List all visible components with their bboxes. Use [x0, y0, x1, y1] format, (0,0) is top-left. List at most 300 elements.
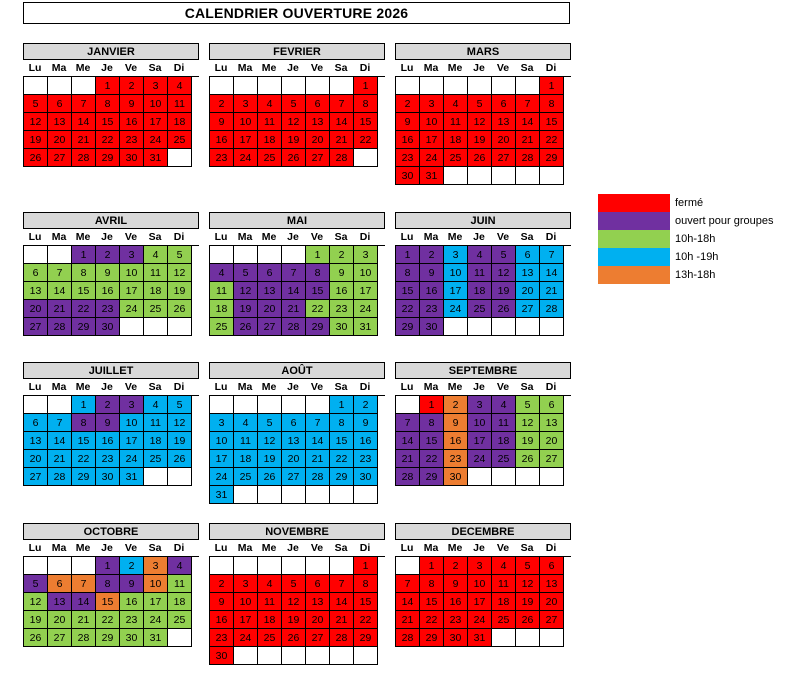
day-cell: 22 — [306, 300, 330, 318]
day-cell: 6 — [282, 414, 306, 432]
day-cell: 4 — [168, 77, 192, 95]
day-cell: 2 — [330, 246, 354, 264]
day-cell: 18 — [258, 611, 282, 629]
day-cell: 8 — [420, 414, 444, 432]
day-cell: 12 — [282, 113, 306, 131]
day-cell: 5 — [468, 95, 492, 113]
weekday-label: Je — [473, 381, 485, 393]
day-cell: 6 — [24, 264, 48, 282]
day-cell: 7 — [330, 575, 354, 593]
day-cell: 25 — [168, 611, 192, 629]
empty-cell — [72, 77, 96, 95]
weekday-label: Sa — [334, 542, 348, 554]
weekday-label: Ma — [423, 542, 439, 554]
day-cell: 31 — [468, 629, 492, 647]
day-cell: 17 — [468, 593, 492, 611]
day-cell: 3 — [210, 414, 234, 432]
weekday-header — [23, 60, 199, 76]
day-cell: 28 — [72, 629, 96, 647]
empty-cell — [234, 486, 258, 504]
day-cell: 20 — [258, 300, 282, 318]
legend-swatch-closed — [598, 194, 670, 212]
day-cell: 9 — [330, 264, 354, 282]
day-cell: 30 — [120, 149, 144, 167]
day-cell: 22 — [420, 611, 444, 629]
weekday-header — [209, 229, 385, 245]
empty-cell — [396, 396, 420, 414]
empty-cell — [120, 318, 144, 336]
day-cell: 21 — [330, 611, 354, 629]
day-cell: 30 — [330, 318, 354, 336]
day-cell: 2 — [96, 396, 120, 414]
empty-cell — [396, 77, 420, 95]
weekday-label: Ve — [124, 231, 138, 243]
legend — [598, 194, 773, 284]
day-cell: 27 — [282, 468, 306, 486]
empty-cell — [516, 77, 540, 95]
day-cell: 13 — [48, 113, 72, 131]
day-cell: 12 — [234, 282, 258, 300]
empty-cell — [282, 486, 306, 504]
day-cell: 31 — [354, 318, 378, 336]
day-cell: 13 — [306, 113, 330, 131]
empty-cell — [306, 486, 330, 504]
day-cell: 10 — [468, 575, 492, 593]
weekday-label: Me — [75, 231, 91, 243]
day-cell: 31 — [210, 486, 234, 504]
weekday-label: Ma — [51, 381, 67, 393]
day-cell: 10 — [420, 113, 444, 131]
day-cell: 9 — [120, 575, 144, 593]
weekday-label: Di — [359, 231, 371, 243]
day-cell: 18 — [168, 593, 192, 611]
weekday-label: Lu — [214, 62, 228, 74]
day-cell: 2 — [96, 246, 120, 264]
day-cell: 21 — [330, 131, 354, 149]
legend-label-13-18: 13h-18h — [675, 269, 716, 281]
empty-cell — [168, 149, 192, 167]
day-cell: 28 — [396, 629, 420, 647]
day-cell: 12 — [516, 414, 540, 432]
day-cell: 30 — [354, 468, 378, 486]
weekday-label: Me — [75, 542, 91, 554]
day-cell: 30 — [420, 318, 444, 336]
day-cell: 16 — [120, 593, 144, 611]
day-cell: 17 — [354, 282, 378, 300]
empty-cell — [306, 77, 330, 95]
legend-label-10-19: 10h -19h — [675, 251, 719, 263]
weekday-label: Lu — [28, 231, 42, 243]
empty-cell — [516, 167, 540, 185]
day-cell: 13 — [540, 414, 564, 432]
day-cell: 25 — [444, 149, 468, 167]
day-cell: 27 — [516, 300, 540, 318]
weekday-label: Di — [359, 542, 371, 554]
day-cell: 18 — [168, 113, 192, 131]
month-grid — [209, 76, 385, 167]
day-cell: 23 — [96, 450, 120, 468]
day-cell: 16 — [444, 593, 468, 611]
month-block — [209, 212, 385, 336]
day-cell: 27 — [24, 318, 48, 336]
day-cell: 11 — [444, 113, 468, 131]
day-cell: 29 — [96, 629, 120, 647]
day-cell: 6 — [306, 575, 330, 593]
day-cell: 21 — [306, 450, 330, 468]
day-cell: 21 — [48, 450, 72, 468]
weekday-label: Di — [173, 542, 185, 554]
weekday-label: Me — [261, 231, 277, 243]
day-cell: 24 — [420, 149, 444, 167]
empty-cell — [354, 647, 378, 665]
empty-cell — [234, 557, 258, 575]
empty-cell — [444, 167, 468, 185]
day-cell: 9 — [96, 264, 120, 282]
day-cell: 21 — [516, 131, 540, 149]
month-grid — [23, 395, 199, 486]
weekday-label: Ve — [310, 231, 324, 243]
day-cell: 29 — [72, 318, 96, 336]
weekday-label: Lu — [214, 381, 228, 393]
day-cell: 22 — [330, 450, 354, 468]
day-cell: 26 — [24, 149, 48, 167]
day-cell: 19 — [468, 131, 492, 149]
day-cell: 25 — [492, 611, 516, 629]
empty-cell — [258, 486, 282, 504]
month-block — [395, 523, 571, 647]
day-cell: 9 — [120, 95, 144, 113]
day-cell: 21 — [72, 611, 96, 629]
weekday-label: Ma — [51, 62, 67, 74]
day-cell: 8 — [96, 95, 120, 113]
day-cell: 12 — [468, 113, 492, 131]
day-cell: 20 — [516, 282, 540, 300]
day-cell: 26 — [258, 468, 282, 486]
day-cell: 21 — [48, 300, 72, 318]
day-cell: 30 — [396, 167, 420, 185]
day-cell: 8 — [72, 414, 96, 432]
weekday-label: Ma — [237, 231, 253, 243]
empty-cell — [516, 468, 540, 486]
day-cell: 11 — [144, 264, 168, 282]
day-cell: 10 — [444, 264, 468, 282]
day-cell: 19 — [258, 450, 282, 468]
month-block — [209, 43, 385, 167]
day-cell: 23 — [396, 149, 420, 167]
day-cell: 11 — [492, 575, 516, 593]
day-cell: 3 — [144, 77, 168, 95]
empty-cell — [168, 318, 192, 336]
weekday-label: Sa — [520, 231, 534, 243]
day-cell: 22 — [354, 131, 378, 149]
day-cell: 31 — [120, 468, 144, 486]
weekday-label: Me — [447, 62, 463, 74]
day-cell: 26 — [168, 450, 192, 468]
day-cell: 6 — [516, 246, 540, 264]
weekday-label: Je — [101, 62, 113, 74]
month-grid — [395, 556, 571, 647]
day-cell: 9 — [444, 575, 468, 593]
day-cell: 31 — [420, 167, 444, 185]
day-cell: 4 — [168, 557, 192, 575]
month-block — [23, 362, 199, 486]
month-block — [23, 212, 199, 336]
day-cell: 16 — [330, 282, 354, 300]
day-cell: 2 — [210, 575, 234, 593]
weekday-label: Di — [545, 542, 557, 554]
day-cell: 12 — [24, 113, 48, 131]
day-cell: 17 — [234, 611, 258, 629]
day-cell: 10 — [144, 575, 168, 593]
day-cell: 10 — [354, 264, 378, 282]
day-cell: 18 — [492, 432, 516, 450]
day-cell: 11 — [468, 264, 492, 282]
weekday-header — [395, 540, 571, 556]
legend-row-groups — [598, 212, 773, 230]
day-cell: 27 — [24, 468, 48, 486]
empty-cell — [210, 77, 234, 95]
weekday-label: Lu — [28, 542, 42, 554]
day-cell: 3 — [234, 95, 258, 113]
weekday-label: Je — [287, 62, 299, 74]
empty-cell — [444, 318, 468, 336]
legend-swatch-10-18 — [598, 230, 670, 248]
weekday-header — [395, 379, 571, 395]
day-cell: 20 — [24, 450, 48, 468]
day-cell: 6 — [540, 557, 564, 575]
day-cell: 15 — [72, 432, 96, 450]
day-cell: 9 — [354, 414, 378, 432]
day-cell: 23 — [120, 131, 144, 149]
day-cell: 14 — [72, 593, 96, 611]
empty-cell — [210, 396, 234, 414]
day-cell: 28 — [306, 468, 330, 486]
day-cell: 18 — [468, 282, 492, 300]
day-cell: 9 — [210, 593, 234, 611]
day-cell: 30 — [96, 468, 120, 486]
day-cell: 29 — [330, 468, 354, 486]
day-cell: 15 — [354, 593, 378, 611]
day-cell: 10 — [120, 414, 144, 432]
day-cell: 4 — [444, 95, 468, 113]
day-cell: 5 — [258, 414, 282, 432]
day-cell: 1 — [420, 557, 444, 575]
day-cell: 29 — [306, 318, 330, 336]
day-cell: 15 — [396, 282, 420, 300]
empty-cell — [330, 77, 354, 95]
day-cell: 17 — [120, 282, 144, 300]
month-grid — [209, 556, 385, 665]
day-cell: 29 — [396, 318, 420, 336]
day-cell: 19 — [168, 282, 192, 300]
day-cell: 5 — [234, 264, 258, 282]
day-cell: 24 — [468, 611, 492, 629]
day-cell: 26 — [168, 300, 192, 318]
day-cell: 3 — [144, 557, 168, 575]
day-cell: 26 — [492, 300, 516, 318]
weekday-label: Lu — [214, 231, 228, 243]
day-cell: 23 — [444, 450, 468, 468]
day-cell: 27 — [306, 149, 330, 167]
day-cell: 2 — [420, 246, 444, 264]
day-cell: 10 — [468, 414, 492, 432]
weekday-label: Je — [287, 231, 299, 243]
day-cell: 1 — [330, 396, 354, 414]
day-cell: 27 — [48, 149, 72, 167]
weekday-label: Me — [447, 381, 463, 393]
day-cell: 23 — [420, 300, 444, 318]
day-cell: 7 — [48, 414, 72, 432]
day-cell: 5 — [24, 575, 48, 593]
weekday-label: Je — [101, 381, 113, 393]
day-cell: 8 — [540, 95, 564, 113]
day-cell: 26 — [516, 450, 540, 468]
day-cell: 20 — [540, 593, 564, 611]
month-title: JANVIER — [23, 43, 199, 60]
day-cell: 5 — [168, 396, 192, 414]
weekday-header — [209, 60, 385, 76]
day-cell: 8 — [330, 414, 354, 432]
empty-cell — [330, 486, 354, 504]
empty-cell — [468, 77, 492, 95]
day-cell: 19 — [516, 593, 540, 611]
day-cell: 1 — [420, 396, 444, 414]
day-cell: 25 — [258, 629, 282, 647]
empty-cell — [492, 318, 516, 336]
day-cell: 21 — [396, 450, 420, 468]
day-cell: 14 — [306, 432, 330, 450]
weekday-label: Sa — [520, 542, 534, 554]
day-cell: 11 — [234, 432, 258, 450]
month-grid — [209, 245, 385, 336]
weekday-label: Di — [173, 381, 185, 393]
empty-cell — [354, 149, 378, 167]
day-cell: 1 — [96, 77, 120, 95]
empty-cell — [168, 629, 192, 647]
day-cell: 18 — [144, 432, 168, 450]
day-cell: 11 — [210, 282, 234, 300]
empty-cell — [258, 647, 282, 665]
month-title: AOÛT — [209, 362, 385, 379]
empty-cell — [540, 167, 564, 185]
empty-cell — [72, 557, 96, 575]
day-cell: 22 — [72, 450, 96, 468]
weekday-label: Lu — [214, 542, 228, 554]
empty-cell — [330, 557, 354, 575]
day-cell: 9 — [420, 264, 444, 282]
day-cell: 15 — [420, 432, 444, 450]
day-cell: 30 — [210, 647, 234, 665]
day-cell: 24 — [120, 450, 144, 468]
day-cell: 20 — [540, 432, 564, 450]
day-cell: 3 — [120, 246, 144, 264]
month-block — [23, 523, 199, 647]
day-cell: 1 — [396, 246, 420, 264]
day-cell: 24 — [444, 300, 468, 318]
empty-cell — [258, 557, 282, 575]
day-cell: 11 — [168, 95, 192, 113]
day-cell: 29 — [540, 149, 564, 167]
day-cell: 14 — [516, 113, 540, 131]
weekday-label: Lu — [28, 381, 42, 393]
day-cell: 28 — [330, 629, 354, 647]
day-cell: 23 — [210, 629, 234, 647]
day-cell: 9 — [96, 414, 120, 432]
empty-cell — [282, 557, 306, 575]
weekday-label: Di — [545, 381, 557, 393]
day-cell: 8 — [396, 264, 420, 282]
day-cell: 15 — [96, 113, 120, 131]
day-cell: 19 — [492, 282, 516, 300]
day-cell: 22 — [72, 300, 96, 318]
day-cell: 28 — [48, 318, 72, 336]
day-cell: 30 — [96, 318, 120, 336]
day-cell: 20 — [306, 131, 330, 149]
day-cell: 29 — [420, 629, 444, 647]
day-cell: 21 — [72, 131, 96, 149]
weekday-label: Sa — [520, 381, 534, 393]
day-cell: 11 — [258, 113, 282, 131]
legend-row-13-18 — [598, 266, 773, 284]
day-cell: 25 — [144, 450, 168, 468]
day-cell: 6 — [306, 95, 330, 113]
month-grid — [23, 245, 199, 336]
day-cell: 19 — [282, 131, 306, 149]
day-cell: 17 — [444, 282, 468, 300]
day-cell: 2 — [396, 95, 420, 113]
month-grid — [23, 76, 199, 167]
calendar-title: CALENDRIER OUVERTURE 2026 — [23, 2, 570, 24]
weekday-label: Je — [101, 231, 113, 243]
day-cell: 16 — [444, 432, 468, 450]
weekday-label: Je — [473, 62, 485, 74]
day-cell: 15 — [330, 432, 354, 450]
month-block — [395, 43, 571, 185]
empty-cell — [144, 468, 168, 486]
empty-cell — [330, 647, 354, 665]
day-cell: 16 — [96, 282, 120, 300]
day-cell: 6 — [48, 575, 72, 593]
weekday-label: Ma — [51, 542, 67, 554]
day-cell: 11 — [144, 414, 168, 432]
day-cell: 26 — [24, 629, 48, 647]
day-cell: 15 — [540, 113, 564, 131]
weekday-label: Di — [173, 231, 185, 243]
day-cell: 19 — [168, 432, 192, 450]
weekday-label: Di — [545, 62, 557, 74]
day-cell: 3 — [468, 396, 492, 414]
day-cell: 7 — [48, 264, 72, 282]
day-cell: 19 — [234, 300, 258, 318]
day-cell: 8 — [306, 264, 330, 282]
weekday-label: Lu — [400, 542, 414, 554]
month-title: JUIN — [395, 212, 571, 229]
weekday-label: Ve — [496, 62, 510, 74]
month-grid — [395, 76, 571, 185]
weekday-label: Sa — [334, 231, 348, 243]
day-cell: 28 — [72, 149, 96, 167]
day-cell: 14 — [48, 432, 72, 450]
weekday-label: Sa — [148, 62, 162, 74]
empty-cell — [210, 246, 234, 264]
empty-cell — [492, 167, 516, 185]
day-cell: 24 — [468, 450, 492, 468]
day-cell: 16 — [210, 131, 234, 149]
day-cell: 6 — [48, 95, 72, 113]
day-cell: 31 — [144, 149, 168, 167]
day-cell: 3 — [468, 557, 492, 575]
day-cell: 15 — [354, 113, 378, 131]
